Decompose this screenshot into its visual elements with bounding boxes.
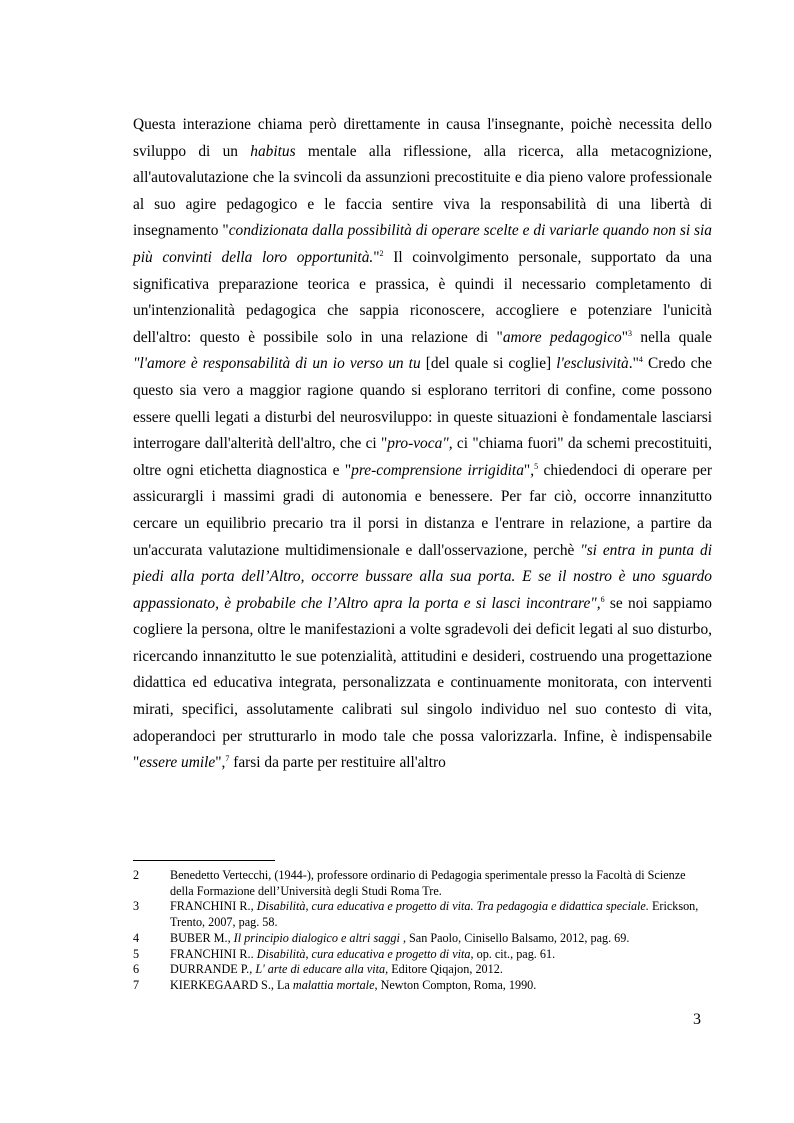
italic-text: amore pedagogico	[502, 328, 622, 346]
italic-text: malattia mortale	[292, 977, 375, 992]
footnote-ref: 4	[638, 355, 643, 365]
footnote-item	[133, 931, 712, 947]
footnote-ref: 6	[600, 594, 605, 604]
footnote-ref: 3	[628, 328, 633, 338]
footnote-text	[170, 868, 712, 899]
text-run: mentale alla riflessione, alla ricerca, alla metacognizione, all'autovalutazione che la svincoli da assunzioni precostituite e dia pieno valore professionale al suo agire pedagogico e le faccia sentire viva la responsabilità di una libertà di insegnamento "	[133, 142, 712, 240]
footnote-ref: 5	[534, 461, 539, 471]
text-run: "	[621, 328, 629, 346]
text-run: se noi sappiamo cogliere la persona, oltre le manifestazioni a volte sgradevoli dei deficit legati al suo disturbo, ricercando innanzitutto le sue potenzialità, attitudini e desideri, costruendo una progettazione didattica ed educativa integrata, personalizzata e continuamente monitorata, con interventi mirati, specifici, assolutamente calibrati sul singolo individuo nel suo contesto di vita, adoperandoci per strutturarlo in modo tale che possa valorizzarla. Infine, è indispensabile "	[133, 594, 713, 772]
italic-text: pre-comprensione irrigidita	[351, 461, 524, 479]
footnote-item	[133, 962, 712, 978]
italic-text: "l'amore è responsabilità di un io verso un tu	[133, 355, 421, 373]
footnote-text	[170, 899, 712, 930]
footnote-number: 5	[133, 946, 140, 961]
text-run: FRANCHINI R..	[170, 946, 257, 961]
italic-text: L' arte di educare alla vita	[255, 962, 386, 977]
italic-text: Il principio dialogico e altri saggi	[233, 930, 400, 945]
italic-text: l'esclusività	[556, 355, 629, 373]
footnote-number: 7	[133, 977, 140, 992]
text-run: Benedetto Vertecchi, (1944-), professore ordinario di Pedagogia sperimentale presso la Facoltà di Scienze della Formazione dell’Università degli Studi Roma Tre.	[170, 868, 686, 898]
text-run: , San Paolo, Cinisello Balsamo, 2012, pag. 69.	[399, 930, 630, 945]
footnote-text	[170, 931, 712, 947]
footnote-ref: 7	[225, 754, 230, 764]
text-run: BUBER M.,	[170, 930, 234, 945]
main-paragraph	[133, 112, 712, 777]
text-run: , Editore Qiqajon, 2012.	[385, 962, 503, 977]
text-run: Il coinvolgimento personale, supportato da una significativa preparazione teorica e prassica, è quindi il necessario completamento di un'intenzionalità pedagogica che sappia riconoscere, accogliere e potenziare l'unicità dell'altro: questo è possibile solo in una relazione di "	[133, 248, 712, 346]
italic-text: essere umile	[139, 754, 216, 772]
text-run: , Newton Compton, Roma, 1990.	[374, 977, 537, 992]
footnote-item	[133, 868, 712, 899]
text-run: ."	[628, 355, 639, 373]
text-run: Credo che questo sia vero a maggior ragione quando si esplorano territori di confine, come possono essere quelli legati a disturbi del neurosviluppo: in queste situazioni è fondamentale lasciarsi interrogare dall'alterità dell'altro, che ci "	[133, 355, 712, 453]
italic-text: Disabilità, cura educativa e progetto di vita,	[256, 946, 474, 961]
page-number: 3	[693, 1011, 701, 1028]
italic-text: condizionata dalla possibilità di operare scelte e di variarle quando non si sia più convinti della loro opportunità.	[133, 222, 712, 266]
footnote-text	[170, 962, 712, 978]
footnote-text	[170, 978, 712, 994]
footnote-ref: 2	[379, 248, 384, 258]
text-run: FRANCHINI R.,	[170, 899, 257, 914]
text-run: DURRANDE P.,	[170, 962, 256, 977]
footnotes	[133, 868, 712, 994]
footnote-item	[133, 947, 712, 963]
footnote-number: 4	[133, 930, 140, 945]
footnote-text	[170, 947, 712, 963]
text-run: farsi da parte per restituire all'altro	[229, 754, 446, 772]
text-run: KIERKEGAARD S., La	[170, 977, 293, 992]
footnote-number: 2	[133, 868, 140, 882]
text-run: ",	[523, 461, 535, 479]
footnote-item	[133, 899, 712, 930]
footnote-number: 3	[133, 899, 140, 914]
text-run: ci "chiama fuori" da schemi precostituiti, oltre ogni etichetta diagnostica e "	[133, 435, 712, 479]
text-run: ",	[215, 754, 226, 772]
text-run: nella quale	[632, 328, 712, 346]
page-body	[133, 112, 712, 777]
italic-text: Disabilità, cura educativa e progetto di vita. Tra pedagogia e didattica speciale.	[256, 899, 649, 914]
footnote-number: 6	[133, 962, 140, 977]
footnote-item	[133, 978, 712, 994]
text-run: chiedendoci di operare per assicurargli i massimi gradi di autonomia e benessere. Per far ciò, occorre innanzitutto cercare un equilibrio precario tra il porsi in distanza e l'entrare in relazione, a partire da un'accurata valutazione multidimensionale e dall'osservazione, perchè	[133, 461, 712, 559]
text-run: op. cit., pag. 61.	[473, 946, 556, 961]
italic-text: pro-voca",	[387, 435, 453, 453]
italic-text: "si entra in punta di piedi alla porta dell’Altro, occorre bussare alla sua porta. E se il nostro è uno sguardo appassionato, è probabile che l’Altro apra la porta e si lasci incontrare",	[133, 541, 712, 612]
italic-text: habitus	[250, 142, 296, 160]
text-run: Questa interazione chiama però direttamente in causa l'insegnante, poichè necessita dello sviluppo di un	[133, 116, 712, 160]
footnote-separator	[133, 860, 275, 861]
text-run: [del quale si coglie]	[420, 355, 557, 373]
text-run: "	[373, 248, 380, 266]
text-run: Erickson, Trento, 2007, pag. 58.	[170, 899, 699, 930]
